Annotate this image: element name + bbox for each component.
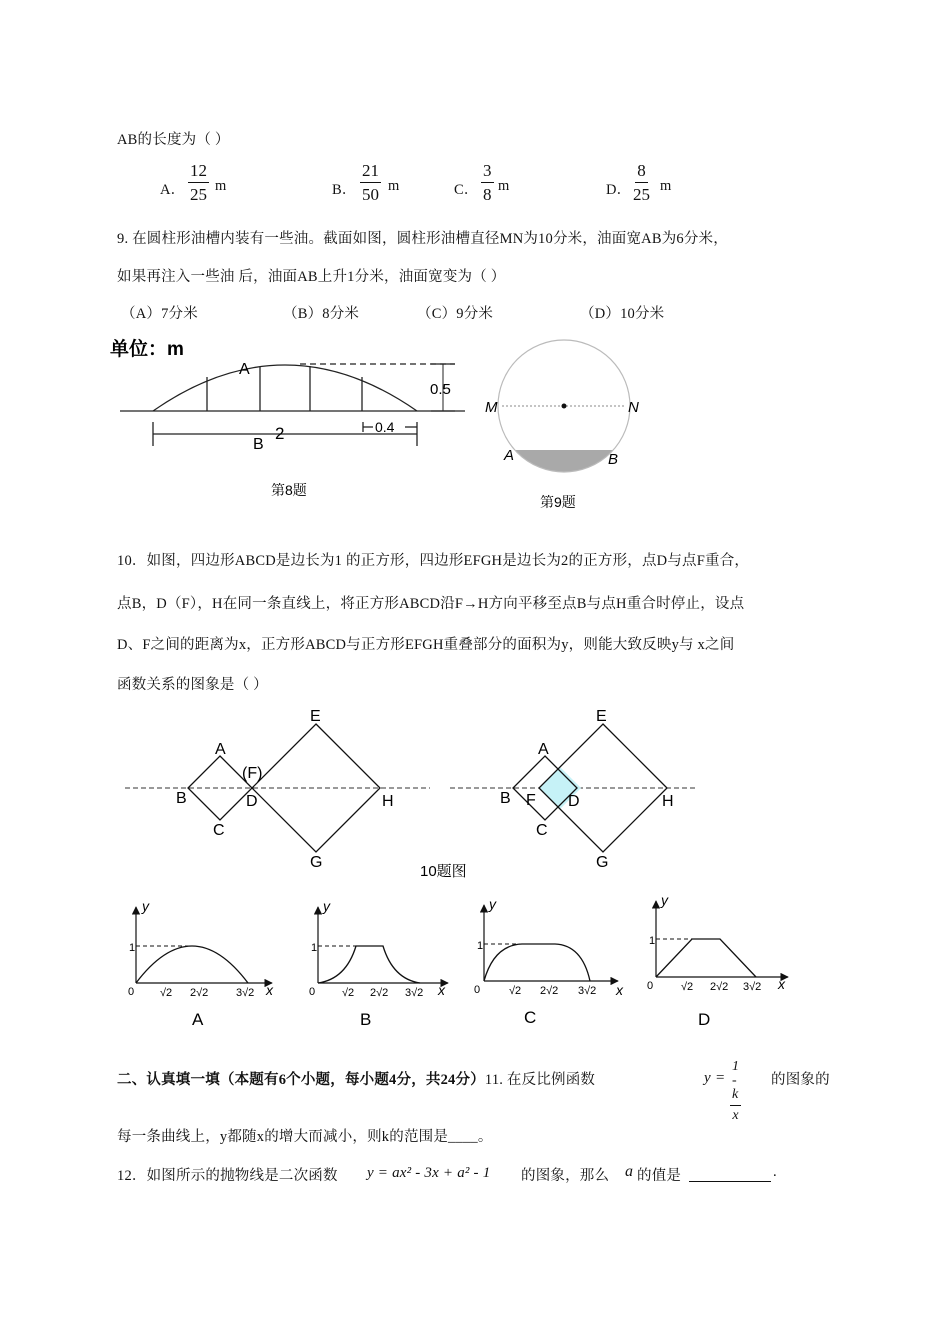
q12-var-a: a [625,1163,634,1180]
q9-line1: 9. 在圆柱形油槽内装有一些油。截面如图，圆柱形油槽直径MN为10分米，油面宽AB为6分米， [117,231,728,247]
tick-label: √2 [342,987,355,999]
q8-stem: AB的长度为（ ） [117,132,230,148]
label-c: C [213,822,225,839]
q10-line3: D、F之间的距离为x，正方形ABCD与正方形EFGH重叠部分的面积为y，则能大致反映y与 x之间 [117,637,735,653]
label-d: D [246,793,258,810]
origin-label: 0 [309,986,316,998]
q12-suffix: 的值是 [637,1168,682,1184]
graph-d[interactable] [647,895,788,1029]
label-m: M [485,399,498,416]
label-g: G [596,854,609,871]
fraction: $\frac{12}{25}$ [190,161,207,204]
q9-line2: 如果再注入一些油 后，油面AB上升1分米，油面宽变为（ ） [117,269,506,285]
graph-c[interactable] [474,896,624,1027]
one-label: 1 [477,940,484,952]
option-label: C． [454,182,479,198]
tick-label: 3√2 [236,987,255,999]
figure-9 [480,338,650,518]
q12-mid: 的图象，那么 [521,1168,610,1184]
tick-label: 2√2 [540,985,559,997]
unit-label: 单位：m [110,339,184,360]
y-label: y [142,898,149,914]
label-f: (F) [242,765,263,782]
label-f: F [526,792,536,809]
y-label: y [661,895,668,908]
label-h: H [662,793,674,810]
origin-label: 0 [128,986,135,998]
tick-label: √2 [509,985,522,997]
equals: = [716,1070,725,1086]
label-c: C [536,822,548,839]
q11-prefix: 11. 在反比例函数 [484,1072,596,1088]
tick-label: 3√2 [578,985,597,997]
tick-label: √2 [681,981,694,993]
graph-label: A [192,1010,204,1029]
label-a: A [538,741,549,758]
q10-line1: 10．如图，四边形ABCD是边长为1 的正方形，四边形EFGH是边长为2的正方形，点D与点F重合， [117,553,750,569]
q10-line4: 函数关系的图象是（ ） [117,677,268,693]
figure-8 [105,335,475,510]
q9-option-a[interactable]: （A）7分米 [121,306,198,322]
height-label: 0.5 [430,381,451,398]
y-label: y [489,896,496,912]
q12-answer-blank[interactable] [689,1181,771,1182]
span-label: 2 [275,424,285,443]
answer-graphs [108,895,798,1035]
section2-title: 二、认真填一填（本题有6个小题，每小题4分，共24分） [117,1072,485,1088]
label-b: B [176,790,187,807]
one-label: 1 [649,935,656,947]
arch-curve [153,365,417,411]
center-point [562,404,567,409]
graph-label: B [360,1010,372,1029]
label-a: A [504,447,515,464]
graph-b[interactable] [309,898,448,1029]
option-label: D． [606,182,632,198]
q12-prefix: 12．如图所示的抛物线是二次函数 [117,1168,338,1184]
label-h: H [382,793,394,810]
tick-label: 3√2 [743,981,762,993]
fraction: $\frac{3}{8}$ [483,161,492,204]
label-n: N [628,399,639,416]
q9-option-b[interactable]: （B）8分米 [283,306,360,322]
fraction: $\frac{8}{25}$ [633,161,650,204]
label-a: A [215,741,226,758]
q10-line2: 点B，D（F），H在同一条直线上，将正方形ABCD沿F→H方向平移至点B与点H重合时停止，设点 [117,596,745,612]
label-b: B [500,790,511,807]
caption: 10题图 [420,863,467,880]
q12-end: . [773,1164,777,1180]
label-d: D [568,793,580,810]
y-label: y [323,898,330,914]
label-b: B [253,436,264,453]
origin-label: 0 [647,980,654,992]
q11-suffix: 的图象的 [771,1072,830,1088]
tick-label: 2√2 [370,987,389,999]
fraction: $\frac{1 - k}{x}$ [732,1059,739,1123]
caption: 第9题 [540,494,576,510]
option-label: B． [332,182,357,198]
label-g: G [310,854,323,871]
option-label: A． [160,182,186,198]
one-label: 1 [311,942,318,954]
q9-option-c[interactable]: （C）9分米 [417,306,494,322]
x-label: x [266,982,273,998]
label-b: B [608,451,619,468]
label-a: A [239,361,250,378]
q11-line2: 每一条曲线上，y都随x的增大而减小，则k的范围是____。 [117,1129,493,1145]
label-e: E [310,708,321,725]
unit: m [215,178,227,194]
tick-label: 3√2 [405,987,424,999]
unit: m [388,178,400,194]
tick-label: 2√2 [710,981,729,993]
tick-label: √2 [160,987,173,999]
graph-label: C [524,1008,537,1027]
one-label: 1 [129,942,136,954]
graph-label: D [698,1010,711,1029]
unit: m [660,178,672,194]
q12-formula: y = ax² - 3x + a² - 1 [367,1165,491,1181]
unit: m [498,178,510,194]
section2-line1 [117,1068,595,1089]
graph-a[interactable] [128,898,274,1029]
q9-option-d[interactable]: （D）10分米 [580,306,665,322]
origin-label: 0 [474,984,481,996]
figure-10 [120,700,710,885]
x-label: x [438,982,445,998]
caption: 第8题 [271,482,307,498]
fraction: $\frac{21}{50}$ [362,161,379,204]
label-e: E [596,708,607,725]
var-y: y [704,1070,711,1086]
tick-label: 2√2 [190,987,209,999]
offset-label: 0.4 [375,419,395,435]
x-label: x [778,976,785,992]
x-label: x [616,982,623,998]
